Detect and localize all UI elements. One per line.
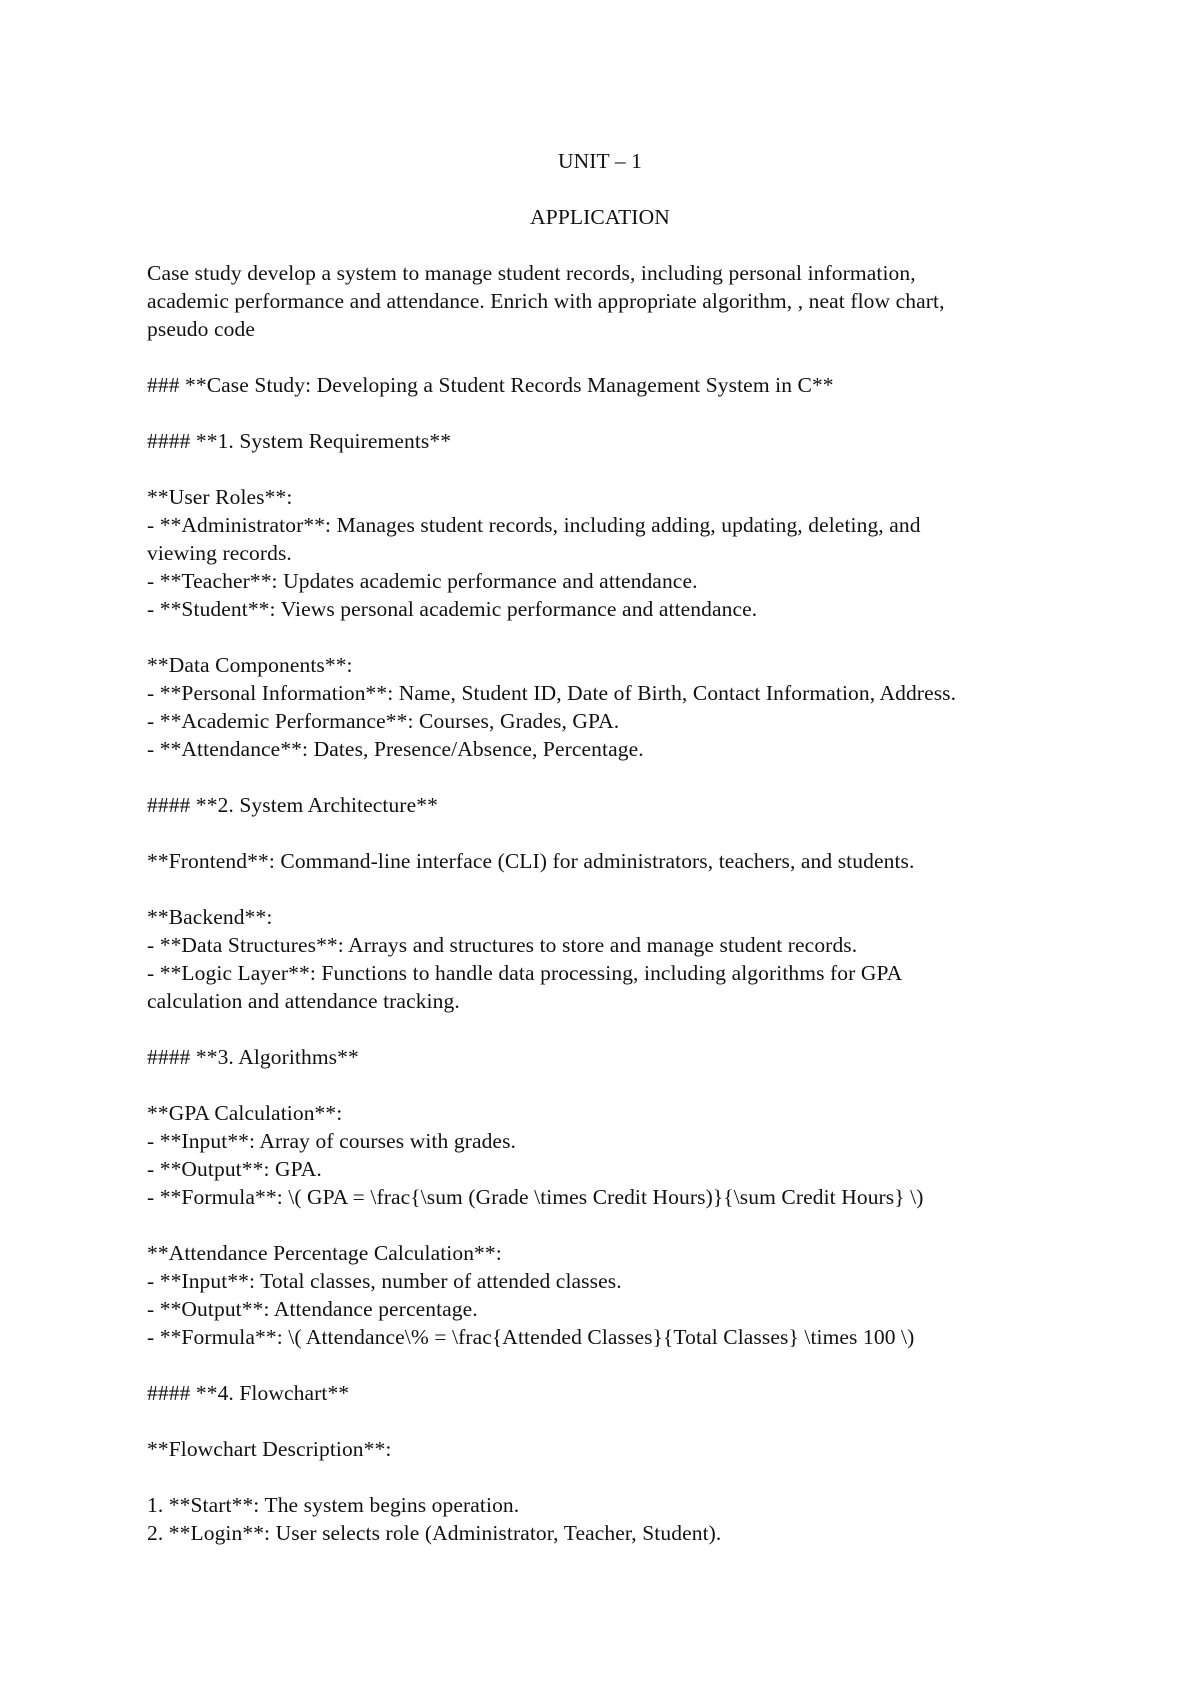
attendance-label: **Attendance Percentage Calculation**: <box>147 1241 502 1265</box>
backend-item: - **Data Structures**: Arrays and structures to store and manage student records. <box>147 933 858 957</box>
attendance-item: - **Output**: Attendance percentage. <box>147 1297 478 1321</box>
data-component-item: - **Attendance**: Dates, Presence/Absence, Percentage. <box>147 737 644 761</box>
user-roles-label: **User Roles**: <box>147 485 293 509</box>
backend-item: calculation and attendance tracking. <box>147 989 460 1013</box>
section-title: APPLICATION <box>530 205 670 229</box>
data-components-label: **Data Components**: <box>147 653 353 677</box>
architecture-heading: #### **2. System Architecture** <box>147 793 438 817</box>
gpa-item: - **Output**: GPA. <box>147 1157 322 1181</box>
gpa-formula: - **Formula**: \( GPA = \frac{\sum (Grade \times Credit Hours)}{\sum Credit Hours} \) <box>147 1185 924 1209</box>
backend-label: **Backend**: <box>147 905 273 929</box>
data-component-item: - **Academic Performance**: Courses, Grades, GPA. <box>147 709 620 733</box>
case-study-heading: ### **Case Study: Developing a Student Records Management System in C** <box>147 373 834 397</box>
intro-line: Case study develop a system to manage student records, including personal information, <box>147 261 916 285</box>
user-role-item: - **Teacher**: Updates academic performance and attendance. <box>147 569 698 593</box>
user-role-item: viewing records. <box>147 541 292 565</box>
flowchart-step: 2. **Login**: User selects role (Administrator, Teacher, Student). <box>147 1521 722 1545</box>
data-component-item: - **Personal Information**: Name, Student ID, Date of Birth, Contact Information, Address. <box>147 681 957 705</box>
attendance-formula: - **Formula**: \( Attendance\% = \frac{Attended Classes}{Total Classes} \times 100 \) <box>147 1325 915 1349</box>
flowchart-description-label: **Flowchart Description**: <box>147 1437 392 1461</box>
user-role-item: - **Student**: Views personal academic performance and attendance. <box>147 597 758 621</box>
flowchart-step: 1. **Start**: The system begins operation. <box>147 1493 520 1517</box>
flowchart-heading: #### **4. Flowchart** <box>147 1381 350 1405</box>
unit-title: UNIT – 1 <box>557 149 642 173</box>
backend-item: - **Logic Layer**: Functions to handle data processing, including algorithms for GPA <box>147 961 903 985</box>
gpa-item: - **Input**: Array of courses with grades. <box>147 1129 517 1153</box>
intro-line: pseudo code <box>147 317 255 341</box>
algorithms-heading: #### **3. Algorithms** <box>147 1045 359 1069</box>
user-role-item: - **Administrator**: Manages student records, including adding, updating, deleting, and <box>147 513 921 537</box>
frontend-line: **Frontend**: Command-line interface (CLI) for administrators, teachers, and students. <box>147 849 915 873</box>
requirements-heading: #### **1. System Requirements** <box>147 429 452 453</box>
attendance-item: - **Input**: Total classes, number of attended classes. <box>147 1269 622 1293</box>
gpa-label: **GPA Calculation**: <box>147 1101 343 1125</box>
intro-line: academic performance and attendance. Enrich with appropriate algorithm, , neat flow chart, <box>147 289 945 313</box>
